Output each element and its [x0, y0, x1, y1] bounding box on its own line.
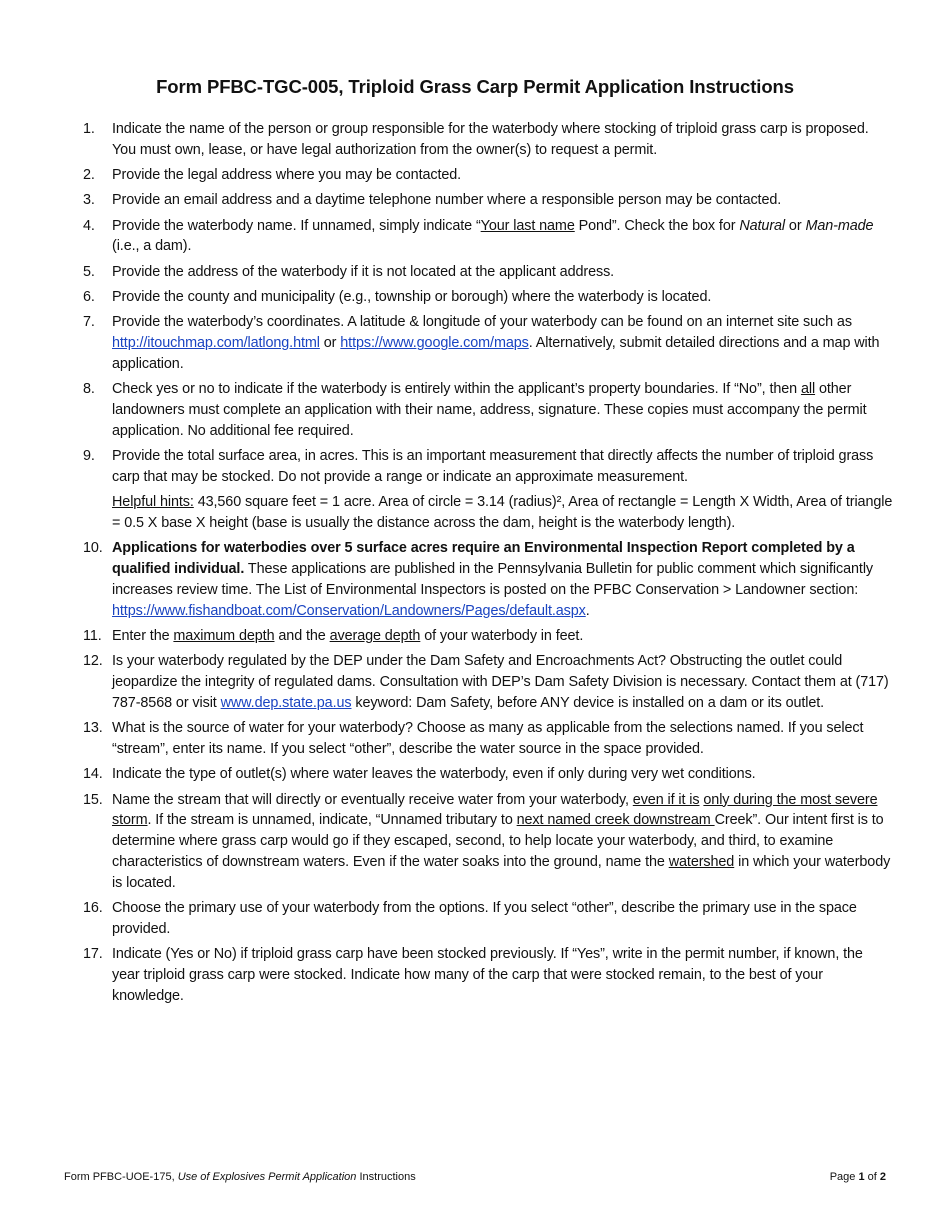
item-number: 17.: [83, 946, 103, 963]
list-item: [80, 262, 894, 283]
item-number: 6.: [83, 289, 95, 306]
list-item: [80, 626, 894, 647]
list-item: [80, 190, 894, 211]
list-item: [80, 119, 894, 161]
item-text: .: [585, 602, 590, 619]
italic-text: Man-made: [805, 217, 874, 234]
italic-text: Natural: [739, 217, 786, 234]
item-text: Check yes or no to indicate if the waterbody is entirely within the applicant’s property boundaries. If “No”, then: [112, 381, 801, 398]
google-maps-link[interactable]: https://www.google.com/maps: [340, 335, 529, 352]
item-text: Is your waterbody regulated by the DEP under the Dam Safety and Encroachments Act? Obstructing the outlet could jeopardize the integrity of regulated dams. Consultation with DEP’s Dam Safety Division is necessary. Contact them at (717) 787-8568 or visit: [112, 653, 889, 711]
list-item: [80, 764, 894, 785]
page-title: Form PFBC-TGC-005, Triploid Grass Carp Permit Application Instructions: [156, 76, 794, 97]
list-item: [80, 287, 894, 308]
list-item: [80, 790, 894, 894]
underlined-text: all: [800, 381, 816, 398]
item-number: 14.: [83, 766, 103, 783]
item-text: or: [319, 335, 341, 352]
item-text: Provide the waterbody name. If unnamed, simply indicate “: [112, 217, 481, 234]
list-item: [80, 651, 894, 713]
item-text: Creek”. Our intent first is to determine where grass carp would go if they escaped, second, to help locate your waterbody, and third, to examine characteristics of downstream waters. Even if the water soaks into the ground, name the: [112, 812, 884, 870]
underlined-text: only during the most severe storm: [112, 791, 878, 829]
item-text: (i.e., a dam).: [112, 238, 192, 255]
underlined-text: watershed: [668, 854, 735, 870]
item-number: 11.: [83, 628, 102, 645]
item-text: . Alternatively, submit detailed directions and a map with application.: [112, 335, 880, 372]
item-text: Provide the legal address where you may be contacted.: [112, 167, 462, 184]
item-number: 12.: [83, 653, 103, 670]
list-item: [80, 446, 894, 534]
item-text: Indicate (Yes or No) if triploid grass carp have been stocked previously. If “Yes”, write in the permit number, if known, the year triploid grass carp were stocked. Indicate how many of the carp that were stocked remain, to the best of your knowledge.: [112, 946, 863, 1004]
item-text: Enter the: [112, 628, 174, 645]
bold-text: Applications for waterbodies over 5 surface acres require an Environmental Inspection Report completed by a qualified individual.: [112, 540, 855, 578]
list-item: [80, 165, 894, 186]
item-number: 1.: [83, 121, 95, 137]
list-item: [80, 216, 894, 258]
item-text: other landowners must complete an application with their name, address, signature. These copies must accompany the permit application. No additional fee required.: [112, 381, 867, 439]
item-number: 9.: [83, 448, 95, 465]
item-number: 10.: [83, 540, 103, 557]
item-text: Indicate the name of the person or group responsible for the waterbody where stocking of triploid grass carp is proposed. You must own, lease, or have legal authorization from the owner(s) to request a permit.: [112, 121, 869, 158]
hint-label: Helpful hints:: [112, 494, 194, 511]
item-number: 5.: [83, 263, 95, 280]
total-pages: 2: [879, 1171, 886, 1183]
item-text: Provide the total surface area, in acres. This is an important measurement that directly affects the number of triploid grass carp that may be stocked. Do not provide a range or indicate an approximate measurement.: [112, 448, 874, 485]
item-text: Provide the county and municipality (e.g., township or borough) where the waterbody is located.: [112, 289, 712, 306]
item-number: 4.: [83, 217, 95, 234]
item-text: in which your waterbody is located.: [112, 854, 891, 891]
item-text: and the: [274, 628, 330, 645]
footer-form-title: Use of Explosives Permit Application: [177, 1171, 357, 1183]
item-number: 16.: [83, 900, 103, 917]
hint-text: 43,560 square feet = 1 acre. Area of circle = 3.14 (radius)², Area of rectangle = Length X Width, Area of triangle = 0.5 X base X height (base is usually the distance across the dam, height is the waterbody length).: [112, 494, 893, 532]
underlined-text: average depth: [329, 628, 421, 645]
item-text: of your waterbody in feet.: [420, 628, 584, 645]
footer-form-reference: [64, 1171, 416, 1183]
item-number: 7.: [83, 314, 95, 331]
instructions-list: [80, 119, 894, 1011]
page-of: of: [864, 1171, 880, 1183]
page-number: [830, 1171, 886, 1183]
footer-form-suffix: Instructions: [356, 1171, 416, 1183]
item-number: 3.: [83, 192, 95, 209]
underlined-text: even if it is: [632, 791, 700, 808]
list-item: [80, 538, 894, 621]
list-item: [80, 718, 894, 760]
item-number: 8.: [83, 381, 95, 398]
item-text: . If the stream is unnamed, indicate, “Unnamed tributary to: [147, 812, 517, 829]
item-text: Indicate the type of outlet(s) where water leaves the waterbody, even if only during very wet conditions.: [112, 766, 756, 783]
list-item: [80, 944, 894, 1006]
list-item: [80, 898, 894, 940]
item-number: 15.: [83, 791, 103, 808]
underlined-text: next named creek downstream: [516, 812, 715, 829]
fishandboat-link[interactable]: https://www.fishandboat.com/Conservation/Landowners/Pages/default.aspx: [112, 602, 586, 619]
list-item: [80, 312, 894, 374]
dep-link[interactable]: www.dep.state.pa.us: [220, 694, 352, 711]
item-text: Provide the waterbody’s coordinates. A latitude & longitude of your waterbody can be found on an internet site such as: [112, 314, 852, 331]
item-text: Provide the address of the waterbody if it is not located at the applicant address.: [112, 263, 615, 280]
item-text: Name the stream that will directly or eventually receive water from your waterbody,: [112, 791, 633, 808]
item-number: 2.: [83, 167, 95, 184]
page-word: Page: [829, 1171, 859, 1183]
item-text: Provide an email address and a daytime telephone number where a responsible person may be contacted.: [112, 192, 782, 209]
item-text: or: [785, 217, 806, 234]
footer-form-id: Form PFBC-UOE-175,: [64, 1171, 178, 1183]
underlined-text: maximum depth: [173, 628, 275, 645]
itouchmap-link[interactable]: http://itouchmap.com/latlong.html: [112, 335, 320, 352]
underlined-text: Your last name: [480, 217, 575, 234]
item-text: These applications are published in the Pennsylvania Bulletin for public comment which significantly increases review time. The List of Environmental Inspectors is posted on the PFBC Conservation > Landowner section:: [112, 561, 874, 598]
item-number: 13.: [83, 720, 103, 737]
item-text: keyword: Dam Safety, before ANY device is installed on a dam or its outlet.: [351, 694, 825, 711]
list-item: [80, 379, 894, 441]
helpful-hints: [112, 492, 894, 534]
item-text: What is the source of water for your waterbody? Choose as many as applicable from the selections named. If you select “stream”, enter its name. If you select “other”, describe the water source in the space provided.: [112, 720, 864, 758]
item-text: Choose the primary use of your waterbody from the options. If you select “other”, describe the primary use in the space provided.: [112, 900, 857, 937]
current-page: 1: [858, 1171, 865, 1183]
item-text: Pond”. Check the box for: [574, 217, 740, 234]
